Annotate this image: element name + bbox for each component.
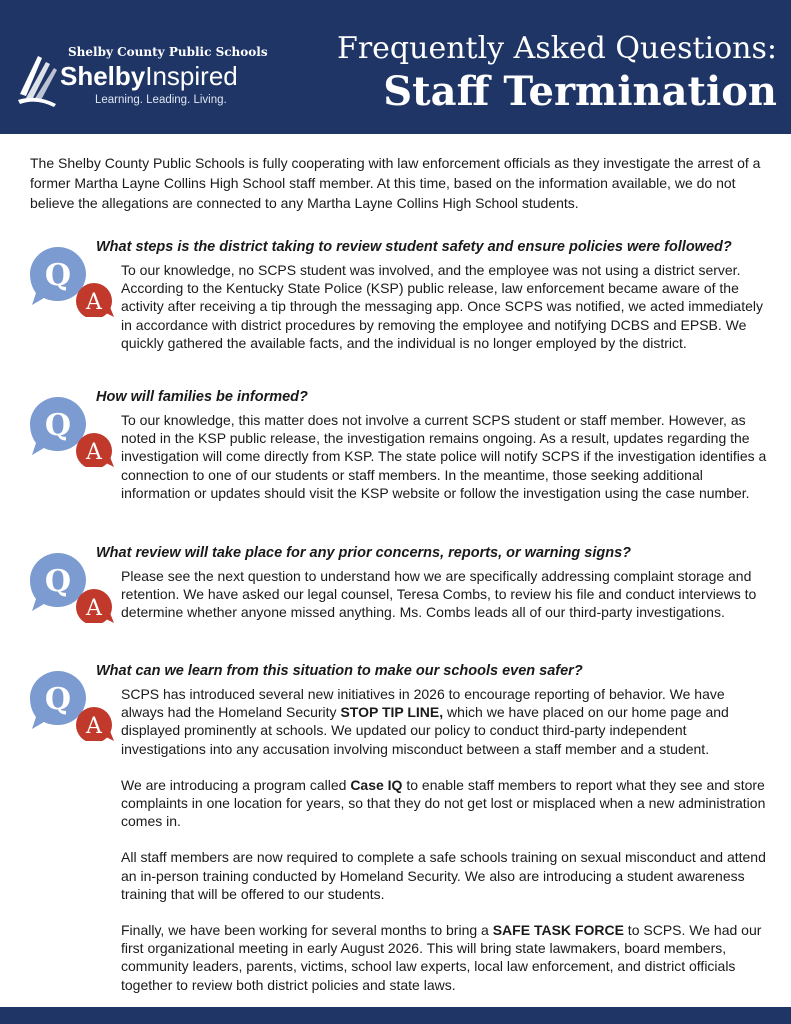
case-iq-label: Case IQ: [350, 776, 403, 793]
answer-text: Finally, we have been working for several months to bring a: [121, 922, 493, 939]
q-letter: Q: [44, 258, 72, 293]
a-letter: A: [86, 290, 102, 315]
q-letter: Q: [44, 682, 72, 717]
faq-question: How will families be informed?: [96, 389, 308, 405]
org-name: Shelby County Public Schools: [68, 45, 268, 59]
answer-text: which we have placed on our home page and displayed prominently at schools. We updated our policy to conduct third-party independent investigations into any accusation involving misconduct between a staff member and a student.: [121, 704, 729, 757]
answer-paragraph: [121, 921, 769, 994]
faq-question: What review will take place for any prior concerns, reports, or warning signs?: [96, 545, 632, 561]
brand-bold: Shelby: [60, 61, 146, 91]
safe-task-force-label: SAFE TASK FORCE: [492, 922, 624, 939]
answer-text: SCPS has introduced several new initiatives in 2026 to encourage reporting of behavior. We have always had the Homeland Security: [121, 686, 725, 721]
faq-question: What can we learn from this situation to make our schools even safer?: [96, 663, 583, 679]
answer-text: We are introducing a program called: [121, 776, 351, 793]
faq-answer: [121, 685, 769, 994]
brand-tagline: Learning. Leading. Living.: [95, 94, 227, 106]
intro-paragraph: The Shelby County Public Schools is fully cooperating with law enforcement officials as they investigate the arrest of a former Martha Layne Collins High School staff member. At this time, based on the information available, we do not believe the allegations are connected to any Martha Layne Collins High School students.: [30, 155, 761, 211]
a-letter: A: [86, 440, 102, 465]
a-letter: A: [86, 596, 102, 621]
header-banner: [0, 0, 791, 134]
answer-paragraph: All staff members are now required to complete a safe schools training on sexual misconduct and attend an in-person training conducted by Homeland Security. We also are introducing a student awareness training that will be offered to our students.: [121, 849, 766, 902]
answer-text: to enable staff members to report what they see and store complaints in one location for years, so that they do not get lost or misplaced when a new administration comes in.: [121, 776, 766, 830]
open-book-icon: [16, 46, 66, 108]
stop-tip-line-label: STOP TIP LINE,: [340, 704, 444, 721]
answer-paragraph: [121, 685, 769, 758]
brand-light: Inspired: [145, 61, 238, 91]
answer-paragraph: [121, 776, 769, 831]
page-title-line2: Staff Termination: [383, 68, 777, 115]
q-letter: Q: [44, 564, 72, 599]
faq-question: What steps is the district taking to review student safety and ensure policies were followed?: [96, 239, 732, 255]
footer-bar: [0, 1007, 791, 1024]
brand-name: [60, 60, 238, 92]
faq-answer: To our knowledge, no SCPS student was involved, and the employee was not using a district server. According to the Kentucky State Police (KSP) public release, law enforcement became aware of the activity after receiving a tip through the messaging app. Once SCPS was notified, we acted immediately in accordance with district procedures by removing the employee and notifying DCBS and EPSB. We quickly gathered the available facts, and the individual is no longer employed by the district.: [121, 262, 763, 351]
q-letter: Q: [44, 408, 72, 443]
faq-answer: To our knowledge, this matter does not involve a current SCPS student or staff member. However, as noted in the KSP public release, the investigation remains ongoing. As a result, updates regarding the investigation will come directly from KSP. The state police will notify SCPS if the investigation identifies a connection to one of our students or staff members. In the meantime, those seeking additional information or updates should visit the KSP website or follow the investigation using the case number.: [121, 412, 767, 501]
a-letter: A: [86, 714, 102, 739]
faq-answer: Please see the next question to understand how we are specifically addressing complaint storage and retention. We have asked our legal counsel, Teresa Combs, to review his file and conduct interviews to determine whether anyone missed anything. Ms. Combs leads all of our third-party investigations.: [121, 568, 757, 621]
answer-text: to SCPS. We had our first organizational meeting in early August 2026. This will bring state lawmakers, board members, community leaders, parents, victims, school law experts, local law enforcement, and district officials together to review both district policies and state laws.: [121, 922, 762, 993]
page-title-line1: Frequently Asked Questions:: [337, 31, 777, 66]
